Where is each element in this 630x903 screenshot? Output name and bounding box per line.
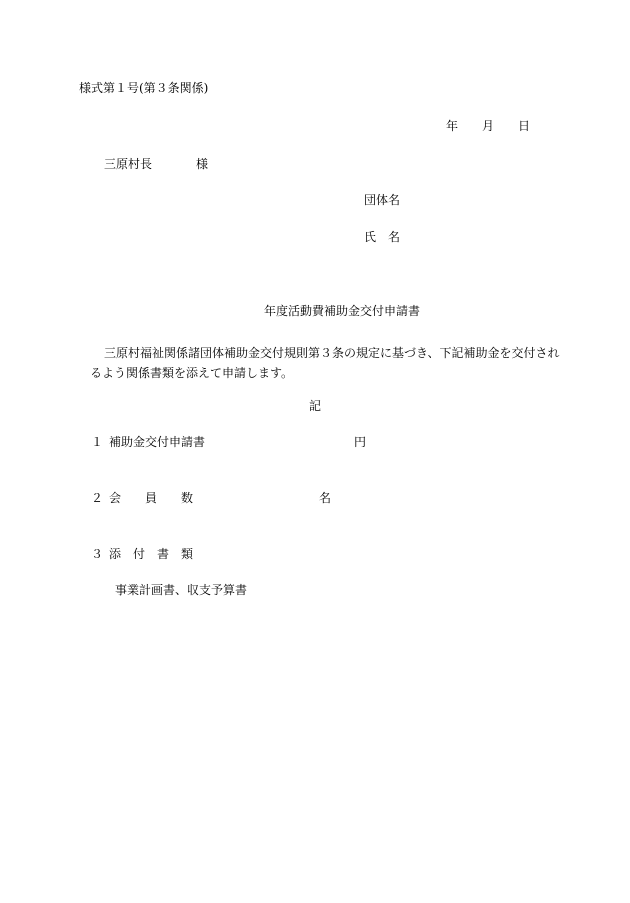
item-label: 会 員 数 <box>109 491 194 505</box>
addressee-honorific: 様 <box>196 157 209 171</box>
item-number: ２ <box>91 491 104 505</box>
document-title: 年度活動費補助金交付申請書 <box>264 304 421 318</box>
item-number: ３ <box>91 547 104 561</box>
item-subsidy-amount <box>91 436 381 450</box>
date-month-label: 月 <box>482 119 495 133</box>
ki-heading: 記 <box>309 399 322 413</box>
date-year-label: 年 <box>446 119 459 133</box>
addressee-name: 三原村長 <box>104 157 153 171</box>
item-attachments <box>91 548 291 562</box>
item-label: 添 付 書 類 <box>109 547 194 561</box>
attachments-list: 事業計画書、収支予算書 <box>115 583 248 597</box>
item-unit: 名 <box>319 491 332 505</box>
item-unit: 円 <box>354 435 367 449</box>
item-number: １ <box>91 435 104 449</box>
date-day-label: 日 <box>518 119 531 133</box>
organization-name-label: 団体名 <box>364 193 401 207</box>
form-number: 様式第１号(第３条関係) <box>79 81 209 95</box>
item-label: 補助金交付申請書 <box>109 435 206 449</box>
application-statement: 三原村福祉関係諸団体補助金交付規則第３条の規定に基づき、下記補助金を交付されるよう関係書類を添えて申請します。 <box>90 346 560 380</box>
item-member-count <box>91 492 341 506</box>
date-line <box>446 120 536 134</box>
applicant-name-label: 氏 名 <box>364 230 401 244</box>
